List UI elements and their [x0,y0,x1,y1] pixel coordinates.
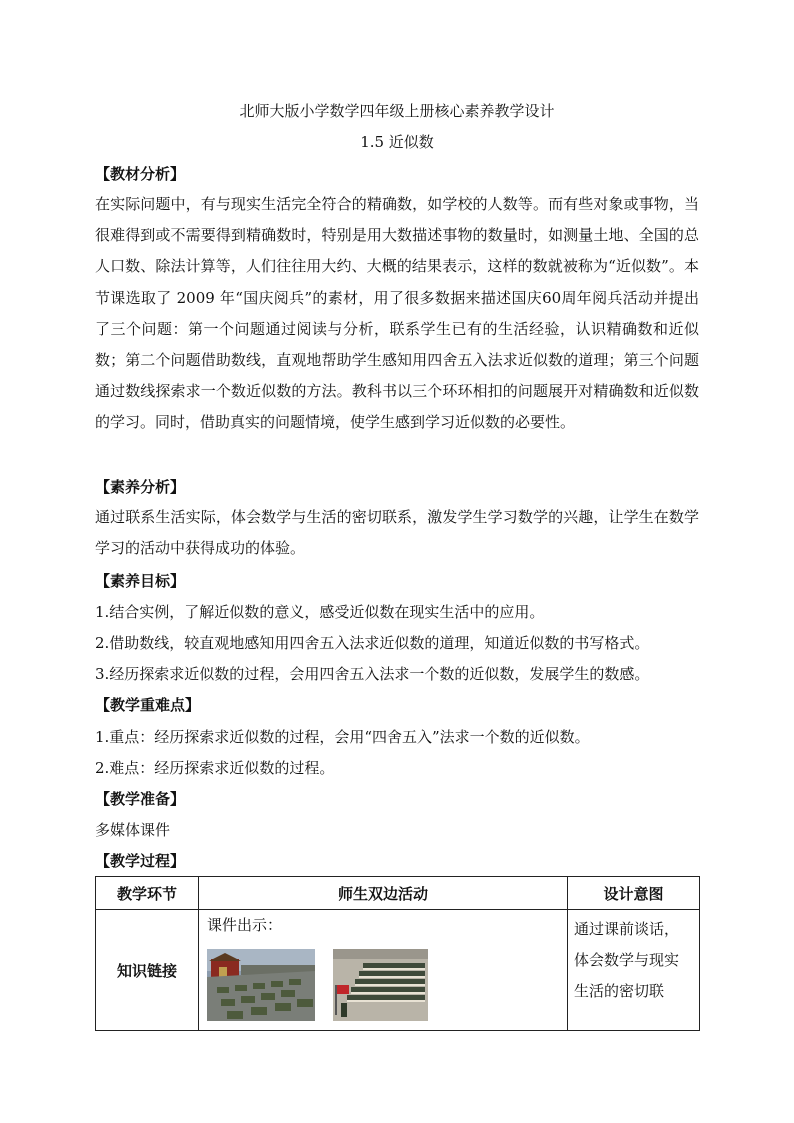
key-point-item-1: 1.重点：经历探索求近似数的过程，会用“四舍五入”法求一个数的近似数。 [95,728,590,746]
column-header-stage: 教学环节 [96,877,199,910]
intent-cell: 通过课前谈话，体会数学与现实生活的密切联 [568,910,700,1031]
goal-item-3: 3.经历探索求近似数的过程，会用四舍五入法求一个数的近似数，发展学生的数感。 [95,665,650,683]
section-heading-preparation: 【教学准备】 [95,790,186,808]
goal-item-2: 2.借助数线，较直观地感知用四舍五入法求近似数的道理，知道近似数的书写格式。 [95,634,650,652]
goal-item-1: 1.结合实例，了解近似数的意义，感受近似数在现实生活中的应用。 [95,603,545,621]
document-subtitle: 1.5 近似数 [360,133,434,151]
textbook-analysis-paragraph: 在实际问题中，有与现实生活完全符合的精确数，如学校的人数等。而有些对象或事物，当很难得到或不需要得到精确数时，特别是用大数描述事物的数量时，如测量土地、全国的总人口数、除法计算等，人们往往用大约、大概的结果表示，这样的数就被称为“近似数”。本节课选取了 2009 年“国庆阅兵”的素材，用了很多数据来描述国庆60周年阅兵活动并提出了三个问题：第一个问题通过阅读与分析，联系学生已有的生活经验，认识精确数和近似数；第二个问题借助数线，直观地帮助学生感知用四舍五入法求近似数的道理；第三个问题通过数线探索求一个数近似数的方法。教科书以三个环环相扣的问题展开对精确数和近似数的学习。同时，借助真实的问题情境，使学生感到学习近似数的必要性。 [95,195,699,432]
table-row [96,910,700,1031]
literacy-analysis-paragraph: 通过联系生活实际，体会数学与生活的密切联系，激发学生学习数学的兴趣，让学生在数学学习的活动中获得成功的体验。 [95,508,699,558]
section-heading-key-points: 【教学重难点】 [95,696,201,714]
section-heading-literacy-analysis: 【素养分析】 [95,478,186,496]
column-header-intent: 设计意图 [568,877,700,910]
activity-text: 课件出示： [207,916,283,934]
table-header-row [96,877,700,910]
parade-photo-tiananmen-image [207,949,315,1021]
section-heading-textbook-analysis: 【教材分析】 [95,165,186,183]
teaching-process-table [95,876,700,1031]
section-heading-literacy-goals: 【素养目标】 [95,572,186,590]
preparation-text: 多媒体课件 [95,821,171,839]
activity-cell [199,910,568,1031]
column-header-activity: 师生双边活动 [199,877,568,910]
parade-photo-soldiers-image [333,949,441,1021]
key-point-item-2: 2.难点：经历探索求近似数的过程。 [95,759,335,777]
section-heading-process: 【教学过程】 [95,852,186,870]
parade-photos [207,949,559,1021]
stage-cell: 知识链接 [96,910,199,1031]
document-title: 北师大版小学数学四年级上册核心素养教学设计 [239,102,555,120]
